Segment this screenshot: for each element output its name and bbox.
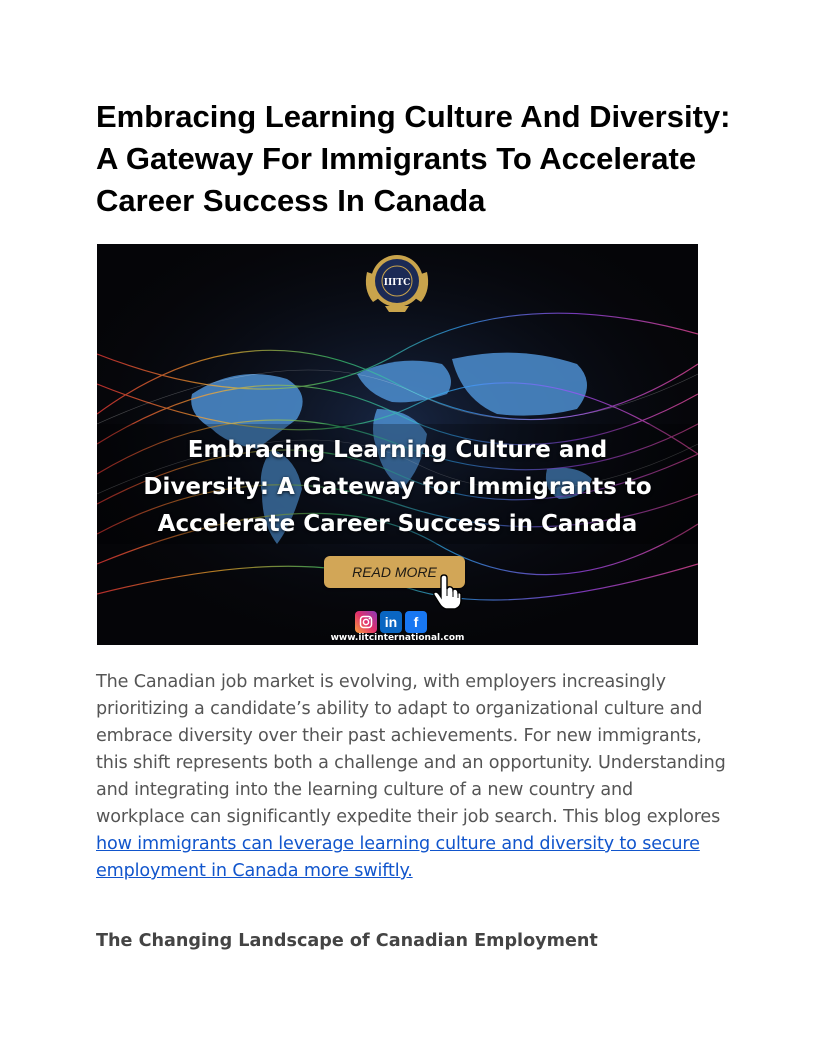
linkedin-icon: in: [380, 611, 402, 633]
banner-headline-line: Accelerate Career Success in Canada: [157, 511, 638, 537]
article-banner-image: [97, 244, 698, 645]
instagram-icon: [355, 611, 377, 633]
banner-headline-line: Embracing Learning Culture and: [187, 437, 608, 463]
intro-text: The Canadian job market is evolving, with employers increasingly prioritizing a candidate’s ability to adapt to organizational culture and embrace diversity over their past achievements. For new immigrants, this shift represents both a challenge and an opportunity. Understanding and integrating into the learning culture of a new country and workplace can significantly expedite their job search. This blog explores: [96, 672, 726, 827]
svg-text:IIITC: IIITC: [383, 278, 411, 288]
intro-link[interactable]: how immigrants can leverage learning culture and diversity to secure employment in Canada more swiftly.: [96, 834, 700, 881]
social-icons: [355, 611, 427, 633]
banner-headline-line: Diversity: A Gateway for Immigrants to: [143, 474, 652, 500]
intro-paragraph: [96, 669, 726, 885]
banner-headline: [97, 432, 698, 543]
seal-logo-icon: [359, 250, 435, 316]
website-url: www.iitcinternational.com: [330, 633, 465, 643]
page-title: Embracing Learning Culture And Diversity: A Gateway For Immigrants To Accelerate Career Success In Canada: [96, 99, 731, 218]
read-more-button: READ MORE: [324, 556, 465, 588]
section-heading: The Changing Landscape of Canadian Employment: [96, 931, 598, 951]
facebook-icon: f: [405, 611, 427, 633]
pointer-hand-icon: [431, 574, 463, 610]
